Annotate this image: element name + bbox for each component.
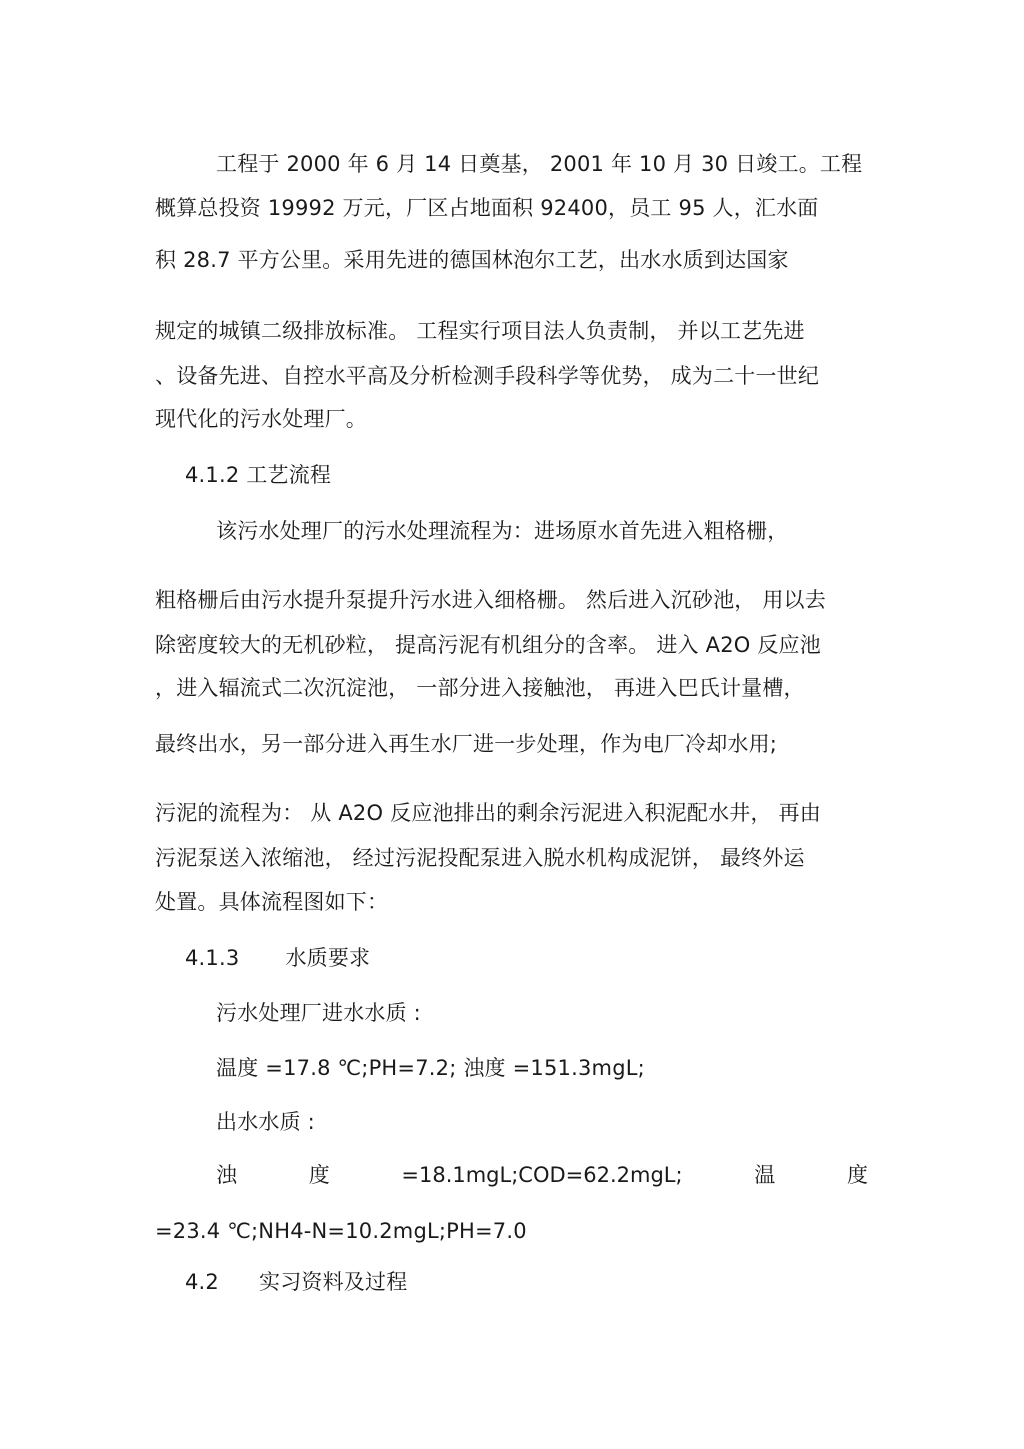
paragraph1-line2: 概算总投资 19992 万元，厂区占地面积 92400，员工 95 人，汇水面 bbox=[155, 196, 819, 220]
paragraph2-line2: 粗格栅后由污水提升泵提升污水进入细格栅。 然后进入沉砂池， 用以去 bbox=[155, 588, 826, 612]
section-number: 4.2 bbox=[185, 1270, 219, 1294]
paragraph3-line1: 污泥的流程为： 从 A2O 反应池排出的剩余污泥进入积泥配水井， 再由 bbox=[155, 801, 821, 825]
section-title: 实习资料及过程 bbox=[259, 1270, 408, 1294]
paragraph2-line3: 除密度较大的无机砂粒， 提高污泥有机组分的含率。 进入 A2O 反应池 bbox=[155, 633, 821, 657]
section-number: 4.1.2 bbox=[185, 463, 240, 487]
paragraph1-line3: 积 28.7 平方公里。采用先进的德国林泡尔工艺，出水水质到达国家 bbox=[155, 248, 789, 272]
section-title: 水质要求 bbox=[285, 946, 371, 970]
effluent-word-1: 浊 bbox=[216, 1163, 237, 1187]
section-heading-4-1-2 bbox=[185, 461, 331, 489]
section-heading-4-1-3 bbox=[185, 944, 370, 972]
section-title: 工艺流程 bbox=[246, 463, 332, 487]
section-heading-4-2 bbox=[185, 1268, 407, 1296]
effluent-values-row2: =23.4 ℃;NH4-N=10.2mgL;PH=7.0 bbox=[155, 1219, 527, 1243]
paragraph1-line6: 现代化的污水处理厂。 bbox=[155, 407, 367, 431]
paragraph1-line1: 工程于 2000 年 6 月 14 日奠基， 2001 年 10 月 30 日竣工。工程 bbox=[216, 152, 863, 176]
effluent-word-5: 度 bbox=[846, 1163, 868, 1187]
effluent-values-row1 bbox=[216, 1161, 868, 1189]
influent-values: 温度 =17.8 ℃;PH=7.2; 浊度 =151.3mgL; bbox=[216, 1056, 645, 1080]
influent-label: 污水处理厂进水水质 : bbox=[216, 1001, 421, 1025]
effluent-word-2: 度 bbox=[308, 1163, 330, 1187]
paragraph2-line1: 该污水处理厂的污水处理流程为：进场原水首先进入粗格栅， bbox=[216, 519, 789, 543]
paragraph3-line2: 污泥泵送入浓缩池， 经过污泥投配泵进入脱水机构成泥饼， 最终外运 bbox=[155, 846, 805, 870]
paragraph1-line4: 规定的城镇二级排放标准。 工程实行项目法人负责制， 并以工艺先进 bbox=[155, 319, 805, 343]
paragraph3-line3: 处置。具体流程图如下： bbox=[155, 890, 389, 914]
effluent-word-3: =18.1mgL;COD=62.2mgL; bbox=[401, 1163, 683, 1187]
effluent-label: 出水水质 : bbox=[216, 1110, 315, 1134]
paragraph1-line5: 、设备先进、自控水平高及分析检测手段科学等优势， 成为二十一世纪 bbox=[155, 364, 820, 388]
effluent-word-4: 温 bbox=[754, 1163, 776, 1187]
section-number: 4.1.3 bbox=[185, 946, 240, 970]
paragraph2-line5: 最终出水，另一部分进入再生水厂进一步处理，作为电厂冷却水用; bbox=[155, 732, 778, 756]
paragraph2-line4: ，进入辐流式二次沉淀池， 一部分进入接触池， 再进入巴氏计量槽， bbox=[155, 676, 805, 700]
